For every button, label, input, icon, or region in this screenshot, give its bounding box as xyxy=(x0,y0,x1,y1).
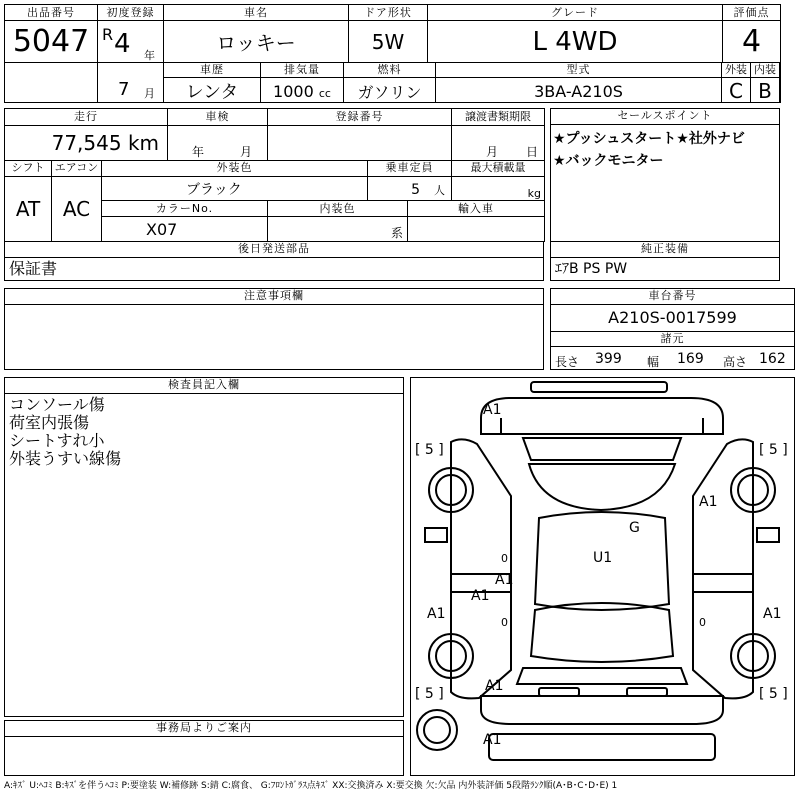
max-load-header: 最大積載量 xyxy=(452,160,545,176)
import-header: 輸入車 xyxy=(408,201,545,217)
notes-header: 注意事項欄 xyxy=(5,289,543,305)
mark-left-rear-quarter: A1 xyxy=(485,678,504,694)
chassis-box xyxy=(550,288,795,370)
capacity xyxy=(368,176,452,201)
equipment-box xyxy=(550,241,780,281)
later-parts-header: 後日発送部品 xyxy=(5,242,543,258)
grade: L 4WD xyxy=(428,21,723,63)
capacity-value: 5 xyxy=(411,181,421,198)
first-reg-year xyxy=(98,21,164,63)
inspection-month-unit: 月 xyxy=(240,144,253,159)
fuel-header: 燃料 xyxy=(344,63,436,78)
year-unit: 年 xyxy=(144,49,155,62)
inspector-line: コンソール傷 xyxy=(9,395,105,414)
inspector-box xyxy=(4,377,404,717)
mark-rear-bumper: A1 xyxy=(483,732,502,748)
displacement xyxy=(261,78,344,103)
model-header: 型式 xyxy=(436,63,722,78)
mileage-value: 77,545 xyxy=(51,130,122,155)
inspection xyxy=(168,125,268,160)
displacement-value: 1000 xyxy=(273,81,314,101)
ext-color: ブラック xyxy=(102,176,368,201)
lot-number: 5047 xyxy=(5,21,98,63)
height-label: 高さ xyxy=(723,355,748,369)
notes-box xyxy=(4,288,544,370)
int-color: 系 xyxy=(268,217,408,242)
exterior-grade: C xyxy=(722,78,751,103)
transfer xyxy=(452,125,545,160)
office-header: 事務局よりご案内 xyxy=(5,721,403,737)
capacity-unit: 人 xyxy=(434,183,446,197)
tire-label-front-right: [ 5 ] xyxy=(759,442,788,458)
displacement-unit: cc xyxy=(318,86,331,100)
era-label: R xyxy=(102,25,114,44)
tire-label-rear-right: [ 5 ] xyxy=(759,686,788,702)
chassis-number: A210S-0017599 xyxy=(551,305,794,332)
reg-number xyxy=(268,125,452,160)
car-diagram-box xyxy=(410,377,795,776)
import xyxy=(408,217,545,242)
color-no-header: カラーNo. xyxy=(102,201,268,217)
reg-number-header: 登録番号 xyxy=(268,109,452,126)
reg-year: 4 xyxy=(114,29,131,59)
capacity-header: 乗車定員 xyxy=(368,160,452,176)
mileage-unit: km xyxy=(127,130,160,155)
inspection-header: 車検 xyxy=(168,109,268,126)
equipment: ｴｱB PS PW xyxy=(555,261,628,277)
height: 162 xyxy=(759,351,786,367)
tire-label-front-left: [ 5 ] xyxy=(415,442,444,458)
mark-glass: G xyxy=(629,520,640,536)
car-diagram xyxy=(411,378,794,775)
top-info-table xyxy=(4,4,781,103)
transfer-month-unit: 月 xyxy=(486,144,499,159)
fuel: ガソリン xyxy=(344,78,436,103)
aircon-header: エアコン xyxy=(52,160,102,176)
month-unit: 月 xyxy=(144,87,155,100)
door-mark: 0 xyxy=(699,616,706,629)
score: 4 xyxy=(723,21,781,63)
shift-header: シフト xyxy=(5,160,52,176)
door-header: ドア形状 xyxy=(349,5,428,21)
lot-blank xyxy=(5,63,98,103)
inspector-header: 検査員記入欄 xyxy=(5,378,403,394)
later-parts: 保証書 xyxy=(9,259,58,278)
mark-left-front-door: A1 xyxy=(495,572,514,588)
equipment-header: 純正装備 xyxy=(551,242,779,258)
door-mark: 0 xyxy=(501,616,508,629)
inspector-line: 外装うすい線傷 xyxy=(9,449,122,468)
mark-right-rear-fender: A1 xyxy=(763,606,782,622)
mileage xyxy=(5,125,168,160)
office-box xyxy=(4,720,404,776)
ext-color-header: 外装色 xyxy=(102,160,368,176)
car-name: ロッキー xyxy=(164,21,349,63)
shift: AT xyxy=(5,176,52,241)
sub-row xyxy=(164,63,781,103)
mark-left-rear-door: A1 xyxy=(471,588,490,604)
first-reg-month xyxy=(98,63,164,103)
int-color-header: 内装色 xyxy=(268,201,408,217)
door-mark: 0 xyxy=(501,552,508,565)
mark-right-front-fender: A1 xyxy=(699,494,718,510)
sales-point-box xyxy=(550,108,780,242)
first-reg-header: 初度登録 xyxy=(98,5,164,21)
grade-header: グレード xyxy=(428,5,723,21)
legend: A:ｷｽﾞ U:ﾍｺﾐ B:ｷｽﾞを伴うﾍｺﾐ P:要塗装 W:補修跡 S:錆 C:腐食、 G:ﾌﾛﾝﾄｶﾞﾗｽ点ｷｽﾞ XX:交換済み X:要交換 欠:欠品 内外装評価 5段階ﾗﾝｸ順(A･B･C･D･E) 1 xyxy=(4,781,618,791)
mark-left-rear-fender: A1 xyxy=(427,606,446,622)
interior-grade: B xyxy=(751,78,780,103)
length-label: 長さ xyxy=(555,355,580,369)
car-name-header: 車名 xyxy=(164,5,349,21)
length: 399 xyxy=(595,351,622,367)
model: 3BA-A210S xyxy=(436,78,722,103)
tire-label-rear-left: [ 5 ] xyxy=(415,686,444,702)
exterior-header: 外装 xyxy=(722,63,751,78)
inspection-year-unit: 年 xyxy=(192,144,205,159)
mileage-header: 走行 xyxy=(5,109,168,126)
mid-info-table xyxy=(4,108,545,242)
score-header: 評価点 xyxy=(723,5,781,21)
width-label: 幅 xyxy=(647,355,660,369)
mark-front-bumper: A1 xyxy=(483,402,502,418)
mark-roof: U1 xyxy=(593,550,613,566)
door-type: 5W xyxy=(349,21,428,63)
chassis-header: 車台番号 xyxy=(551,289,794,305)
transfer-day-unit: 日 xyxy=(526,144,539,159)
interior-header: 内装 xyxy=(751,63,780,78)
inspector-line: 荷室内張傷 xyxy=(9,413,90,432)
transfer-header: 譲渡書類期限 xyxy=(452,109,545,126)
spec-header: 諸元 xyxy=(551,332,794,347)
sales-point-line: ★プッシュスタート★社外ナビ xyxy=(553,131,745,147)
aircon: AC xyxy=(52,176,102,241)
displacement-header: 排気量 xyxy=(261,63,344,78)
width: 169 xyxy=(677,351,704,367)
later-parts-box xyxy=(4,241,544,281)
sales-point-header: セールスポイント xyxy=(551,109,779,125)
history: レンタ xyxy=(164,78,261,103)
history-header: 車歴 xyxy=(164,63,261,78)
inspector-line: シートすれ小 xyxy=(9,431,105,450)
sales-point-line: ★バックモニター xyxy=(553,153,664,169)
lot-number-header: 出品番号 xyxy=(5,5,98,21)
max-load: kg xyxy=(452,176,545,201)
reg-month: 7 xyxy=(118,79,130,100)
color-no: X07 xyxy=(102,217,268,242)
